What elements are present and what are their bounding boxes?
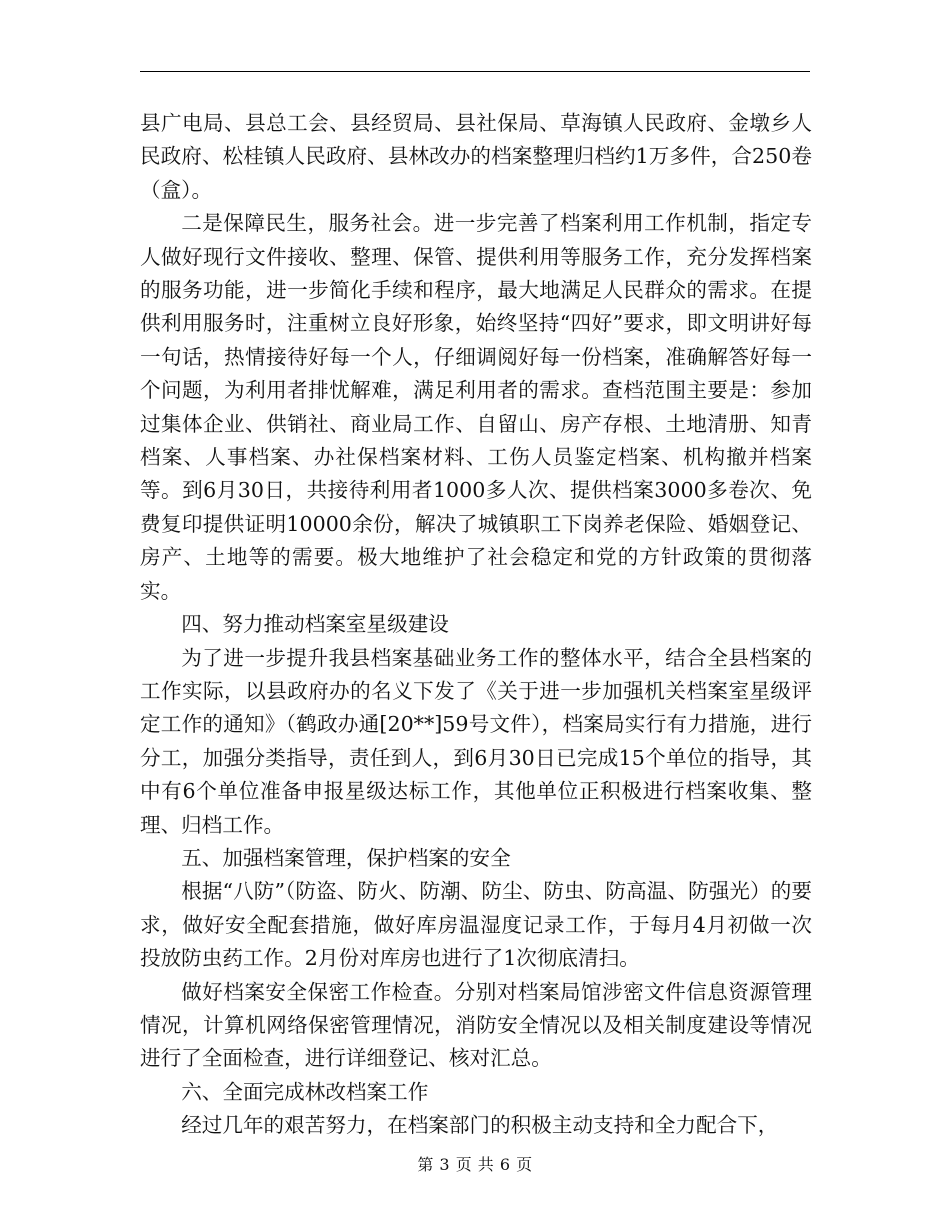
section-heading-five: 五、加强档案管理，保护档案的安全 — [181, 845, 511, 870]
page-number: 第 3 页 共 6 页 — [417, 1155, 533, 1174]
paragraph-star-rating: 为了进一步提升我县档案基础业务工作的整体水平，结合全县档案的工作实际，以县政府办的名义下发了《关于进一步加强机关档案室星级评定工作的通知》（鹤政办通[20**]59号文件），档案局实行有力措施，进行分工，加强分类指导，责任到人，到6月30日已完成15个单位的指导，其中有6个单位准备申报星级达标工作，其他单位正积极进行档案收集、整理、归档工作。 — [140, 645, 812, 837]
section-heading-six: 六、全面完成林改档案工作 — [181, 1079, 429, 1104]
section-heading-four: 四、努力推动档案室星级建设 — [181, 612, 449, 637]
page-footer — [0, 1153, 950, 1177]
paragraph-serve-society: 二是保障民生，服务社会。进一步完善了档案利用工作机制，指定专人做好现行文件接收、整理、保管、提供利用等服务工作，充分发挥档案的服务功能，进一步简化手续和程序，最大地满足人民群众的需求。在提供利用服务时，注重树立良好形象，始终坚持“四好”要求，即文明讲好每一句话，热情接待好每一个人，仔细调阅好每一份档案，准确解答好每一个问题，为利用者排忧解难，满足利用者的需求。查档范围主要是：参加过集体企业、供销社、商业局工作、自留山、房产存根、土地清册、知青档案、人事档案、办社保档案材料、工伤人员鉴定档案、机构撤并档案等。到6月30日，共接待利用者1000多人次、提供档案3000多卷次、免费复印提供证明10000余份，解决了城镇职工下岗养老保险、婚姻登记、房产、土地等的需要。极大地维护了社会稳定和党的方针政策的贯彻落实。 — [140, 211, 812, 603]
paragraph-security-inspection: 做好档案安全保密工作检查。分别对档案局馆涉密文件信息资源管理情况，计算机网络保密管理情况，消防安全情况以及相关制度建设等情况进行了全面检查，进行详细登记、核对汇总。 — [140, 979, 812, 1071]
paragraph-forest-reform: 经过几年的艰苦努力，在档案部门的积极主动支持和全力配合下， — [181, 1113, 779, 1138]
header-rule — [140, 71, 810, 72]
paragraph-continued: 县广电局、县总工会、县经贸局、县社保局、草海镇人民政府、金墩乡人民政府、松桂镇人民政府、县林改办的档案整理归档约1万多件，合250卷（盒）。 — [140, 111, 813, 202]
paragraph-eight-protections: 根据“八防”（防盗、防火、防潮、防尘、防虫、防高温、防强光）的要求，做好安全配套措施，做好库房温湿度记录工作，于每月4月初做一次投放防虫药工作。2月份对库房也进行了1次彻底清扫。 — [140, 879, 812, 971]
document-body — [140, 107, 812, 1143]
